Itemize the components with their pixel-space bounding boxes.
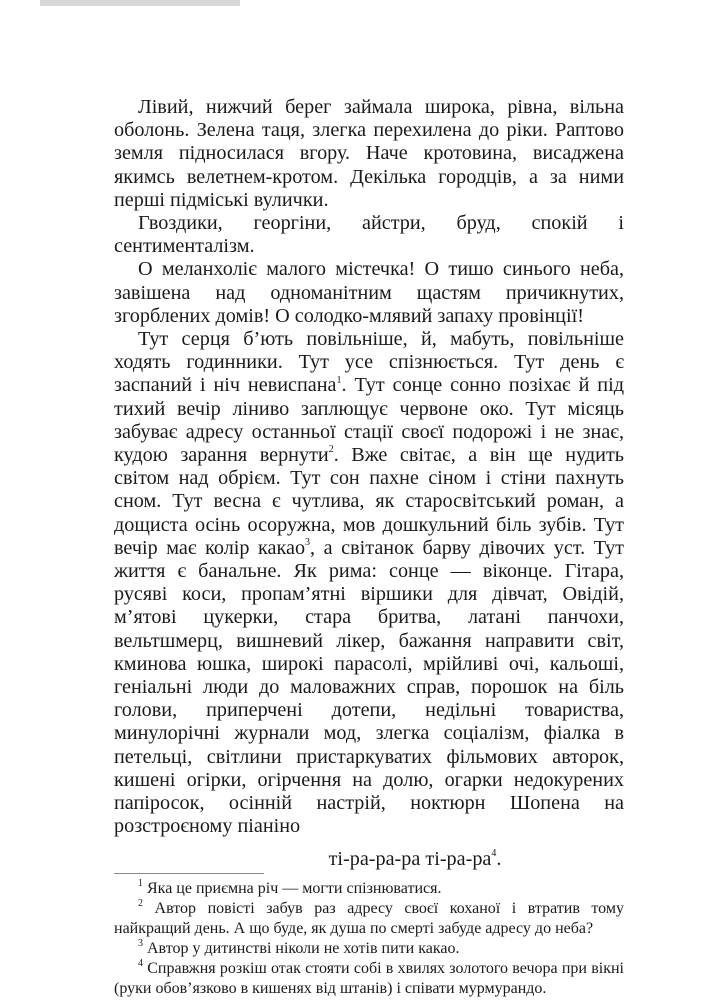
text-segment: . Вже світає, а він ще нудить світом над обрієм. Тут сон пахне сіном і стіни пахнуть сном. Тут весна є чутлива, як старосвітський роман, а дощиста осінь осоружна, мов дошкульний біль зубів. Тут вечір має колір какао [114, 444, 624, 559]
footnote-divider [114, 873, 264, 874]
footnote-text: Яка це приємна річ — могти спізнюватися. [147, 880, 442, 897]
footnote-ref-3[interactable]: 3 [305, 537, 311, 549]
paragraph-1 [114, 96, 624, 212]
text-segment: Тут серця б’ють повільніше, й, мабуть, повільніше ходять годинники. Тут усе спізнюється. Тут день є заспаний і ніч невиспана [114, 328, 624, 397]
tirarara-text: ті-ра-ра-ра ті-ра-ра [328, 848, 492, 870]
footnote-text: Автор повісті забув раз адресу своєї коханої і втратив тому найкращий день. А що буде, як душа по смерті забуде адресу до неба? [114, 900, 625, 937]
footnote-mark: 2 [138, 897, 143, 909]
text-segment: . Тут сонце сонно позіхає й під тихий вечір ліниво заплющує червоне око. Тут місяць забуває адресу останньої стації своєї подорожі і не знає, кудою зарання вернути [114, 374, 624, 467]
footnote-ref-1[interactable]: 1 [336, 374, 342, 386]
footnote-mark: 4 [138, 957, 143, 969]
text-segment: , а світанок барву дівочих уст. Тут життя є банальне. Як рима: сонце — віконце. Гітара, русяві коси, пропам’ятні віршики для дівчат, Овідій, м’ятові цукерки, стара бритва, латані панчохи, вельтшмерц, вишневий лікер, бажання направити світ, кминова юшка, широкі парасолі, мрійливі очі, кальоші, геніальні люди до маловажних справ, порошок на біль голови, приперчені дотепи, недільні товариства, минулорічні журнали мод, злегка соціалізм, фіалка в петельці, світлини пристаркуватих фільмових авторок, кишені огірки, огірчення на долю, огарки недокурених папіросок, осінній настрій, ноктюрн Шопена на розстроєному піаніно [114, 536, 624, 838]
footnote-3 [114, 939, 624, 959]
footnote-mark: 1 [138, 877, 143, 889]
footnote-ref-4[interactable]: 4 [491, 848, 497, 860]
text-segment: Лівий, нижчий берег займала широка, рівна, вільна оболонь. Зелена таця, злегка перехилена до ріки. Раптово земля підносилася вгору. Наче кротовина, висаджена якимсь велетнем-кротом. Декілька городців, а за ними перші підміські вулички. [114, 96, 624, 211]
footnotes [114, 879, 624, 999]
footnote-mark: 3 [138, 937, 143, 949]
paragraph-2 [114, 212, 624, 258]
top-edge-mark [40, 0, 240, 6]
footnote-1 [114, 879, 624, 899]
text-segment: О меланхоліє малого містечка! О тишо синього неба, завішена над одноманітним щастям причикнутих, згорблених домів! О солодко-млявий запаху провінції! [114, 258, 624, 327]
footnote-text: Справжня розкіш отак стояти собі в хвилях золотого вечора при вікні (руки обов’язково в кишенях від штанів) і співати мурмурандо. [114, 960, 625, 997]
footnote-ref-2[interactable]: 2 [328, 444, 334, 456]
tirarara-line [114, 848, 624, 871]
text-segment: Гвоздики, георгіни, айстри, бруд, спокій і сентименталізм. [114, 212, 624, 258]
body-text [114, 96, 624, 839]
paragraph-3 [114, 258, 624, 328]
paragraph-4 [114, 328, 624, 838]
footnote-4 [114, 959, 624, 999]
footnote-text: Автор у дитинстві ніколи не хотів пити какао. [147, 940, 460, 957]
period: . [496, 848, 502, 870]
footnote-2 [114, 899, 624, 939]
